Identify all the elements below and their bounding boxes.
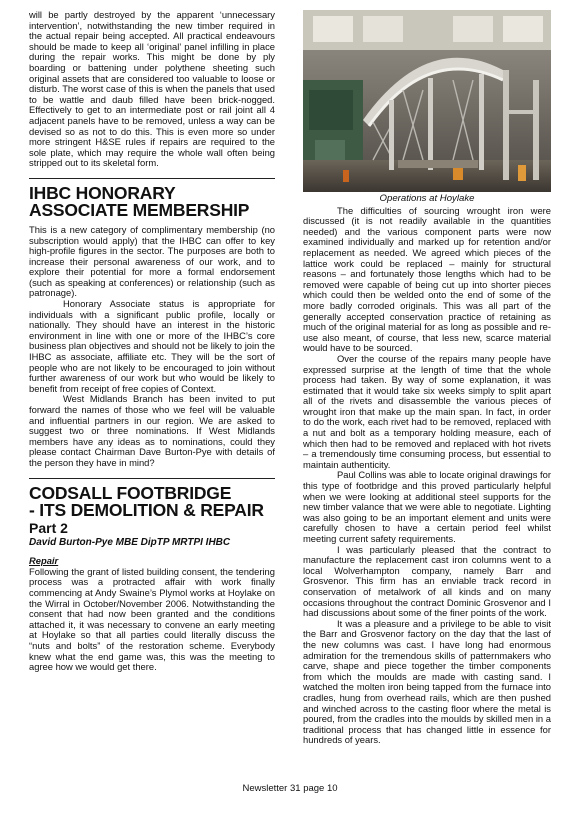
page-footer: Newsletter 31 page 10	[242, 783, 338, 794]
right-paragraph-3: Paul Collins was able to locate original drawings for this type of footbridge and this proved particularly helpful when we were looking at additional steel supports for the new timber valance that we were able to negotiate. Lighting was also going to be an important element and units were carefully chosen to have a certain period feel whilst meeting current safety requirements.	[303, 469, 551, 544]
footbridge-workshop-photo	[303, 10, 551, 192]
right-column	[303, 10, 551, 746]
right-paragraph-4: I was particularly pleased that the contract to manufacture the replacement cast iron columns went to a local Wolverhampton company, namely Barr and Grosvenor. This firm has an enviable track record in conservation of metalwork of all kinds and on many occasions throughout the contract Dominic Grosvenor and I had discussions about some of the finer points of the work.	[303, 543, 551, 619]
continued-paragraph: will be partly destroyed by the apparent ‘unnecessary intervention’, notwithstanding the new timber required in the actual repair being accepted. All practical endeavours should be made to keep all ‘original’ panel infilling in place during the repair works. This might be done by ply boarding or battening under polythene sheeting such original assets that are considered too valuable to loose or disturb. The worst case of this is when the panels that used to be wattle and daub filled have been brick-nogged. Effectively to get to an intermediate post or rail joint all 4 adjacent panels have to be removed, unless a way can be devised so as not to do this. This is even more so under more stringent H&SE rules if repairs are required to the sole plate, which may require the whole wall often being stripped out to its skeletal form.	[29, 9, 275, 169]
left-column	[29, 10, 275, 673]
photo-caption: Operations at Hoylake	[379, 193, 475, 204]
repair-paragraph: Following the grant of listed building consent, the tendering process was a protracted affair with work finally commencing at Andy Swaine’s Plymol works at Hoylake on the Wirral in October/November 2006. Notwithstanding the consent that had now been granted and the conditions attached it, it was necessary to convene an early meeting at Hoylake so that all parties could literally discuss the “nuts and bolts” of the restoration scheme. Everybody knew what the end game was, this was the meeting to agree how we would get there.	[29, 565, 275, 673]
repair-subheading: Repair	[29, 555, 59, 567]
right-paragraph-2: Over the course of the repairs many people have expressed surprise at the length of time that the whole process had taken. By way of some explanation, it was estimated that it would take six weeks simply to split apart all of the rivets and disassemble the various pieces of wrought iron that make up the main span. In fact, in order to do the work, each rivet had to be removed, replaced with a nut and bolt as a temporary holding measure, each of which then had to be removed and replaced with hot rivets – a tremendously time consuming process, but essential to maintain authenticity.	[303, 352, 551, 470]
codsall-heading-line-2: - ITS DEMOLITION & REPAIR	[29, 499, 264, 520]
ihbc-heading: IHBC HONORARY ASSOCIATE MEMBERSHIP	[29, 182, 250, 220]
codsall-heading-line-1: CODSALL FOOTBRIDGE	[29, 482, 232, 503]
right-paragraph-5: It was a pleasure and a privilege to be able to visit the Barr and Grosvenor factory on the day that the last of the new columns was cast. I have long had enormous admiration for the tremendous skills of patternmakers who carve, shape and piece together the timber components from which the moulds are made with casting sand. I watched the molten iron being tapped from the furnace into cradles, hung from overhead rails, which are then pushed and winched across to the casting floor where the metal is poured, from the cradles into the moulds by skilled men in a traditional process that has changed little in essence for hundreds of years.	[303, 617, 551, 746]
right-paragraph-1: The difficulties of sourcing wrought iron were discussed (it is not readily available in the quantities needed) and the various component parts were now examined individually and marked up for retention and/or replacement as needed. We agreed which pieces of the lattice work could be replaced – mainly for structural reasons – and fortunately those lengths which had to be removed were capable of being cut up into shorter pieces which could then be welded onto the end of some of the more badly corroded originals. This was all part of the generally accepted conservation practice of retaining as much of the original material for as long as possible and re-use also meant, of course, that less new, scarce material would have to be sourced.	[303, 204, 551, 354]
ihbc-paragraph-1: This is a new category of complimentary membership (no subscription would apply) that the IHBC can offer to key high-profile figures in the sector. The purposes are both to increase their personal awareness of our work, and to explore their potential for more a formal endorsement (such as speaking at conferences) or relationship (such as patronage).	[29, 223, 275, 299]
ihbc-paragraph-3: West Midlands Branch has been invited to put forward the names of those who we feel will be valuable and influential partners in our region. We are asked to suggest two or three nominations. If West Midlands members have any ideas as to nominations, could they please contact Chairman Dave Burton-Pye with details of the person they have in mind?	[29, 393, 275, 468]
section-divider	[29, 478, 275, 479]
part-label: Part 2	[29, 519, 68, 536]
section-divider	[29, 178, 275, 179]
ihbc-paragraph-2: Honorary Associate status is appropriate for individuals with a significant public profile, locally or nationally. They should have an interest in the historic environment in line with one or more of the IHBC’s core business plan objectives and should not be likely to join the IHBC as associate, affiliate etc. They will be the sort of people who are not likely to be encouraged to join without further awareness of our work but who would be likely to benefit from receipt of free copies of Context.	[29, 298, 275, 394]
author-byline: David Burton-Pye MBE DipTP MRTPI IHBC	[29, 536, 231, 548]
